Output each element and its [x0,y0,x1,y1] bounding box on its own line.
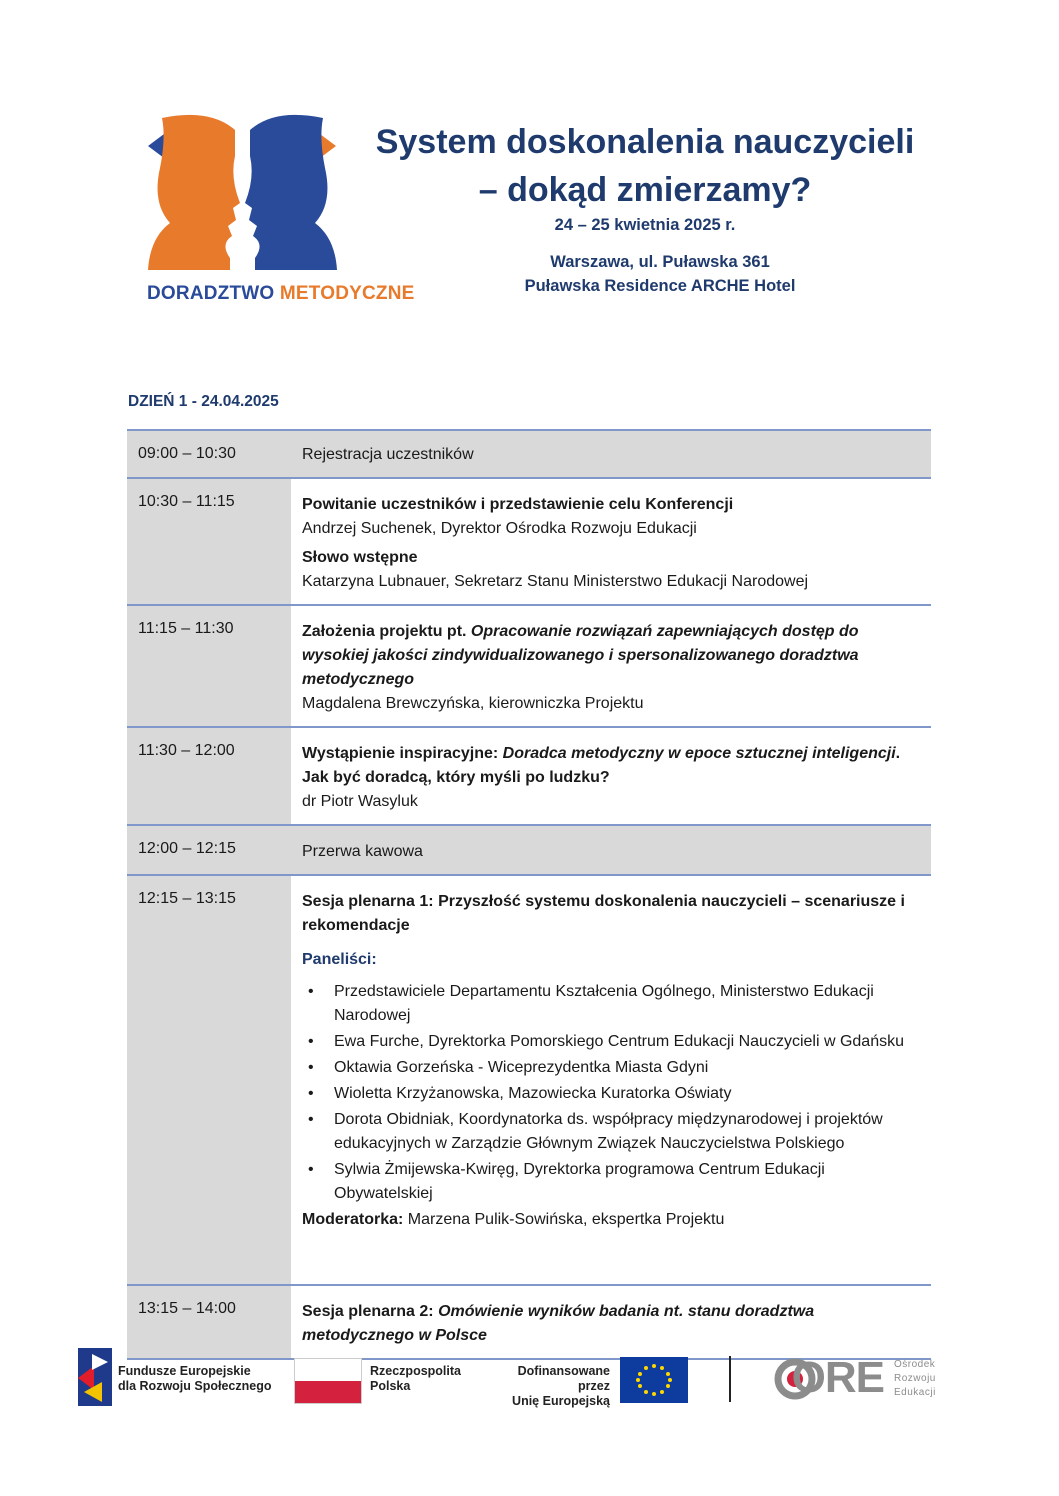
list-item: • Przedstawiciele Departamentu Kształcenia Ogólnego, Ministerstwo Edukacji Narodowej [302,980,921,1028]
agenda-time: 12:15 – 13:15 [138,890,236,907]
logo-wordmark [147,283,415,305]
session-title: Sesja plenarna 1: Przyszłość systemu doskonalenia nauczycieli – scenariusze i rekomendacje [302,893,905,934]
agenda-item-title-rest: . Jak być doradcą, który myśli po ludzku? [302,745,901,786]
agenda-speaker: Katarzyna Lubnauer, Sekretarz Stanu Ministerstwo Edukacji Narodowej [302,573,809,590]
eu-flag-icon [620,1357,688,1403]
fundusze-europejskie-icon [78,1348,112,1406]
agenda-item-lead: Wystąpienie inspiracyjne: [302,745,503,762]
rp-line1: Rzeczpospolita [370,1364,461,1378]
ore-line3: Edukacji [894,1387,936,1398]
list-item: • Ewa Furche, Dyrektorka Pomorskiego Centrum Edukacji Nauczycieli w Gdańsku [302,1030,921,1054]
title-line-2: – dokąd zmierzamy? [478,171,812,209]
agenda-speaker: dr Piotr Wasyluk [302,793,418,810]
agenda-row [127,605,931,727]
moderator-label: Moderatorka: [302,1211,404,1228]
agenda-row [127,727,931,825]
agenda-row [127,875,931,1285]
list-item: • Oktawia Gorzeńska - Wiceprezydentka Miasta Gdyni [302,1056,921,1080]
moderator-name: Marzena Pulik-Sowińska, ekspertka Projektu [403,1211,725,1228]
agenda-time: 09:00 – 10:30 [138,445,236,462]
list-item: • Dorota Obidniak, Koordynatorka ds. współpracy międzynarodowej i projektów edukacyjnych w Zarządzie Głównym Związek Nauczycielstwa Polskiego [302,1108,921,1156]
rp-logo-text [370,1364,461,1394]
logo-text-doradztwo: DORADZTWO [147,283,275,304]
agenda-table [127,429,931,1360]
agenda-text: Przerwa kawowa [302,843,423,860]
page-title [340,118,950,214]
fe-line1: Fundusze Europejskie [118,1364,251,1378]
agenda-item-title: Omówienie wyników badania nt. stanu doradztwa metodycznego w Polsce [302,1303,815,1344]
agenda-time: 10:30 – 11:15 [138,493,235,510]
footer-logos [78,1348,948,1412]
panelists-label: Paneliści: [302,951,377,968]
doradztwo-metodyczne-logo [140,108,345,308]
ore-name-text [894,1358,936,1400]
rp-line2: Polska [370,1379,411,1393]
event-address: Warszawa, ul. Puławska 361 [550,253,770,271]
list-item: • Sylwia Żmijewska-Kwiręg, Dyrektorka programowa Centrum Edukacji Obywatelskiej [302,1158,921,1206]
ore-wordmark [791,1353,884,1402]
agenda-time: 11:30 – 12:00 [138,742,235,759]
agenda-item-lead: Założenia projektu pt. [302,623,471,640]
title-line-1: System doskonalenia nauczycieli [375,123,915,161]
agenda-speaker: Andrzej Suchenek, Dyrektor Ośrodka Rozwoju Edukacji [302,520,697,537]
logo-text-metodyczne: METODYCZNE [279,283,415,304]
panelists-list [302,980,921,1206]
agenda-time: 11:15 – 11:30 [138,620,234,637]
agenda-time: 12:00 – 12:15 [138,840,236,857]
agenda-speaker: Magdalena Brewczyńska, kierowniczka Projektu [302,695,644,712]
ore-line2: Rozwoju [894,1373,936,1384]
ore-line1: Ośrodek [894,1359,936,1370]
list-item: • Wioletta Krzyżanowska, Mazowiecka Kuratorka Oświaty [302,1082,921,1106]
eu-line1: Dofinansowane przez [517,1364,610,1393]
poland-flag-icon [294,1358,362,1404]
eu-line2: Unię Europejską [512,1394,610,1408]
footer-divider [729,1356,731,1402]
agenda-time: 13:15 – 14:00 [138,1300,236,1317]
agenda-item-title: Powitanie uczestników i przedstawienie celu Konferencji [302,496,734,513]
agenda-row [127,430,931,478]
agenda-row [127,825,931,875]
agenda-text: Rejestracja uczestników [302,446,474,463]
event-venue: Puławska Residence ARCHE Hotel [524,277,796,295]
fe-line2: dla Rozwoju Społecznego [118,1379,272,1393]
fe-logo-text [118,1364,271,1394]
ore-logo-text: ORE [791,1353,884,1402]
agenda-item-title: Opracowanie rozwiązań zapewniających dostęp do wysokiej jakości zindywidualizowanego i spersonalizowanego doradztwa metodycznego [302,623,859,688]
agenda-row [127,478,931,605]
agenda-item-title: Doradca metodyczny w epoce sztucznej inteligencji [502,745,896,762]
agenda-item-lead: Sesja plenarna 2: [302,1303,439,1320]
event-date: 24 – 25 kwietnia 2025 r. [554,216,736,234]
agenda-item-title: Słowo wstępne [302,549,418,566]
eu-logo-text [484,1364,610,1409]
day-heading: DZIEŃ 1 - 24.04.2025 [128,393,279,410]
